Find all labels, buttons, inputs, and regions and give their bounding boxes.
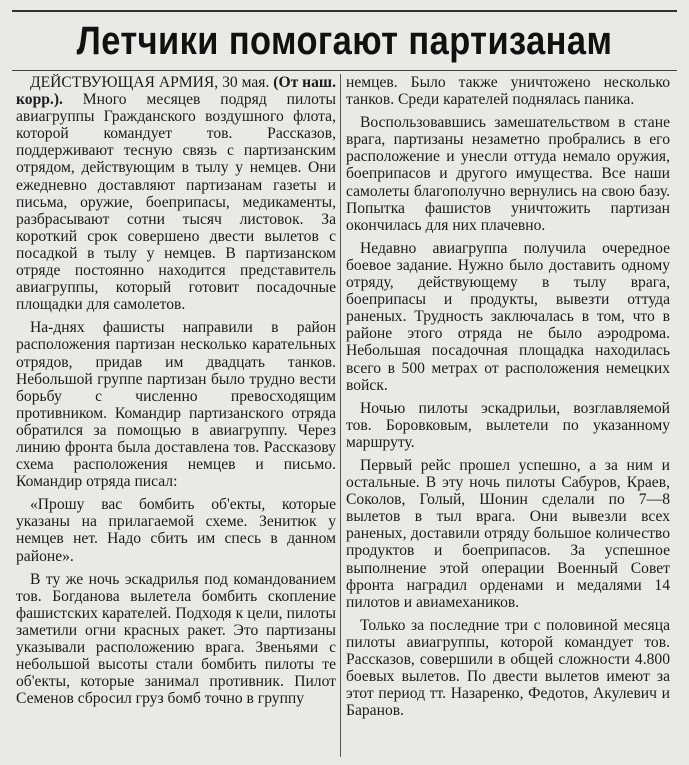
article-paragraph — [16, 74, 336, 313]
headline-rule — [12, 70, 677, 71]
left-column — [16, 74, 336, 757]
article-paragraph: Только за последние три с половиной месяца пилоты авиагруппы, которой командует тов. Рассказов, совершили в общей сложности 4.800 боевых вылетов. По двести вылетов имеют за этот период тт. Назаренко, Федотов, Акулевич и Баранов. — [346, 616, 670, 720]
article-paragraph: Ночью пилоты эскадрильи, возглавляемой тов. Боровковым, вылетели по указанному маршруту. — [346, 399, 670, 451]
article-paragraph: В ту же ночь эскадрилья под командованием тов. Богданова вылетела бомбить скопление фашистских карателей. Подходя к цели, пилоты заметили огни красных ракет. Это партизаны указывали расположению врага. Звеньями с небольшой высоты стали бомбить пилоты те об'екты, которые занимал противник. Пилот Семенов сбросил груз бомб точно в группу — [16, 570, 336, 708]
column-divider — [340, 74, 341, 757]
article-paragraph: немцев. Было также уничтожено несколько танков. Среди карателей поднялась паника. — [346, 74, 670, 109]
top-rule — [12, 10, 677, 12]
byline: (От наш. корр.). — [16, 74, 336, 109]
article-paragraph: «Прошу вас бомбить об'екты, которые указаны на прилагаемой схеме. Зенитюк у немцев нет. Надо сбить им спесь в данном районе». — [16, 496, 336, 565]
article-paragraph: На-днях фашисты направили в район расположения партизан несколько карательных отрядов, придав им двадцать танков. Небольшой группе партизан было трудно вести борьбу с численно превосходящим противником. Командир партизанского отряда обратился за помощью в авиагруппу. Через линию фронта была доставлена тов. Рассказову схема расположения немцев и письмо. Командир отряда писал: — [16, 319, 336, 491]
dateline: ДЕЙСТВУЮЩАЯ АРМИЯ, 30 мая. — [30, 74, 270, 91]
right-column — [346, 74, 670, 757]
article-paragraph: Недавно авиагруппа получила очередное боевое задание. Нужно было доставить одному отряду, действующему в тылу врага, боеприпасы и продукты, вывезти оттуда раненых. Трудность заключалась в том, что в районе этого отряда не было аэродрома. Небольшая посадочная площадка находилась всего в 500 метрах от расположения немецких войск. — [346, 239, 670, 394]
headline: Летчики помогают партизанам — [76, 19, 613, 63]
article-paragraph: Первый рейс прошел успешно, а за ним и остальные. В эту ночь пилоты Сабуров, Краев, Соколов, Голый, Шонин сделали по 7—8 вылетов в тыл врага. Они вывезли всех раненых, доставили отряду большое количество продуктов и боеприпасов. За успешное выполнение этой операции Военный Совет фронта наградил орденами и медалями 14 пилотов и авиамехаников. — [346, 456, 670, 611]
paragraph-text: Много месяцев подряд пилоты авиагруппы Гражданского воздушного флота, которой командует тов. Рассказов, поддерживают тесную связь с партизанским отрядом, действующим в тылу у немцев. Они ежедневно доставляют партизанам газеты и письма, оружие, боеприпасы, медикаменты, разбрасывают сотни тысяч листовок. За короткий срок совершено двести вылетов с посадкой в тылу у немцев. В партизанском отряде постоянно находится представитель авиагруппы, который готовит посадочные площадки для самолетов. — [16, 91, 336, 314]
article-paragraph: Воспользовавшись замешательством в стане врага, партизаны незаметно пробрались в его расположение и унесли оттуда немало оружия, боеприпасов и другого имущества. Все наши самолеты благополучно вернулись на свою базу. Попытка фашистов уничтожить партизан окончилась для них плачевно. — [346, 114, 670, 234]
